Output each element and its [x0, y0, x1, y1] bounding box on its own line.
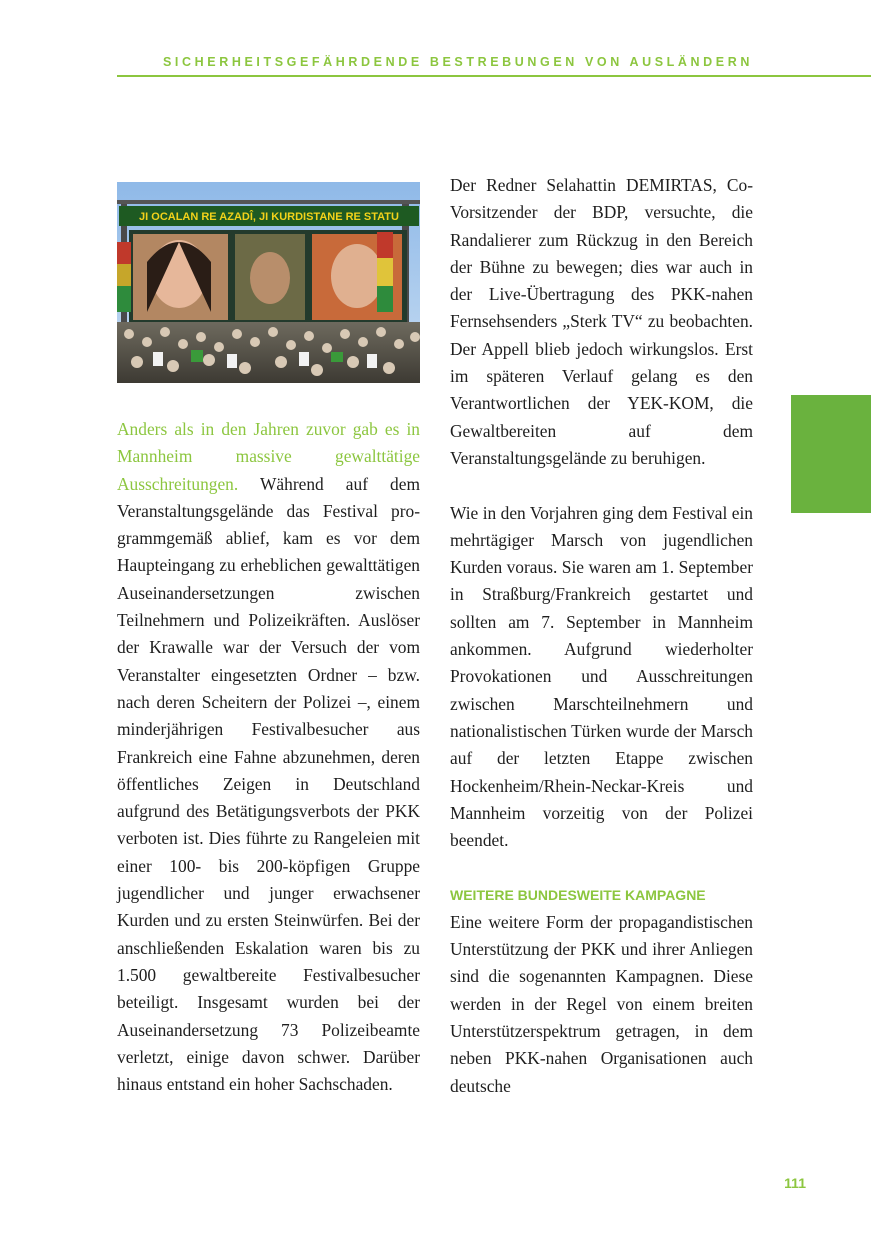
chapter-tab — [791, 395, 871, 513]
lead-sentence: Anders als in den Jahren zuvor gab es in Mannheim massive gewalttätige Ausschreitungen. — [117, 419, 420, 494]
left-body-text: Während auf dem Veranstaltungsgelände das Festival programmgemäß ablief, kam es vor dem Haupteingang zu erheblichen gewalttätigen Auseinandersetzungen zwischen Teilnehmern und Polizeikräften. Auslöser der Krawalle war der Versuch der vom Veranstalter eingesetzten Ordner – bzw. nach deren Scheitern der Polizei –, einem minderjährigen Festivalbesucher aus Frankreich eine Fahne abzunehmen, deren öffentliches Zeigen in Deutschland aufgrund des Betätigungsverbots der PKK verboten ist. Dies führte zu Rangeleien mit einer 100- bis 200-köpfigen Gruppe jugendlicher und junger erwachsener Kurden und zu ersten Steinwürfen. Bei der anschließenden Eskalation waren bis zu 1.500 gewaltbereite Festivalbesucher beteiligt. Insgesamt wurden bei der Auseinandersetzung 73 Polizeibeamte verletzt, einige davon schwer. Darüber hinaus entstand ein hoher Sachschaden. — [117, 473, 420, 1095]
page-number: 111 — [784, 1175, 806, 1191]
paragraph-march: Wie in den Vorjahren ging dem Festival ein mehrtägiger Marsch von jugendlichen Kurden voraus. Sie waren am 1. September in Straßburg/Frankreich gestartet und sollten am 7. September in Mannheim ankommen. Aufgrund wiederholter Provokationen und Ausschreitungen zwischen Marschteilnehmern und nationalistischen Türken wurde der Marsch auf der letzten Etappe zwischen Hockenheim/Rhein-Neckar-Kreis und Mannheim vorzeitig von der Polizei beendet. — [450, 502, 753, 851]
paragraph-gap — [450, 854, 753, 881]
left-column — [117, 416, 420, 1098]
header-rule — [117, 75, 871, 77]
left-paragraph — [117, 416, 420, 1098]
paragraph-campaign: Eine weitere Form der propagandistischen Unterstützung der PKK und ihrer Anliegen sind die sogenannten Kampagnen. Diese werden in der Regel von einem breiten Unterstützerspektrum getragen, in dem neben PKK-nahen Organisationen auch deutsche — [450, 911, 753, 1096]
stage-banner-text: JI OCALAN RE AZADÎ, JI KURDISTANE RE STATU — [139, 211, 399, 223]
right-column — [450, 172, 753, 1100]
running-header: SICHERHEITSGEFÄHRDENDE BESTREBUNGEN VON AUSLÄNDERN — [163, 55, 753, 69]
paragraph-demirtas: Der Redner Selahattin DEMIRTAS, Co-Vorsitzender der BDP, versuchte, die Randalierer zum Rückzug in den Bereich der Bühne zu bewegen; dies war auch in der Live-Übertragung des PKK-nahen Fernsehsenders „Sterk TV“ zu beobachten. Der Appell blieb jedoch wirkungslos. Erst im späteren Verlauf gelang es den Verantwortlichen der YEK-KOM, die Gewaltbereiten auf dem Veranstaltungsgelände zu beruhigen. — [450, 175, 753, 468]
paragraph-gap — [450, 472, 753, 499]
section-subheading: WEITERE BUNDESWEITE KAMPAGNE — [450, 886, 706, 903]
festival-photo — [117, 182, 420, 383]
